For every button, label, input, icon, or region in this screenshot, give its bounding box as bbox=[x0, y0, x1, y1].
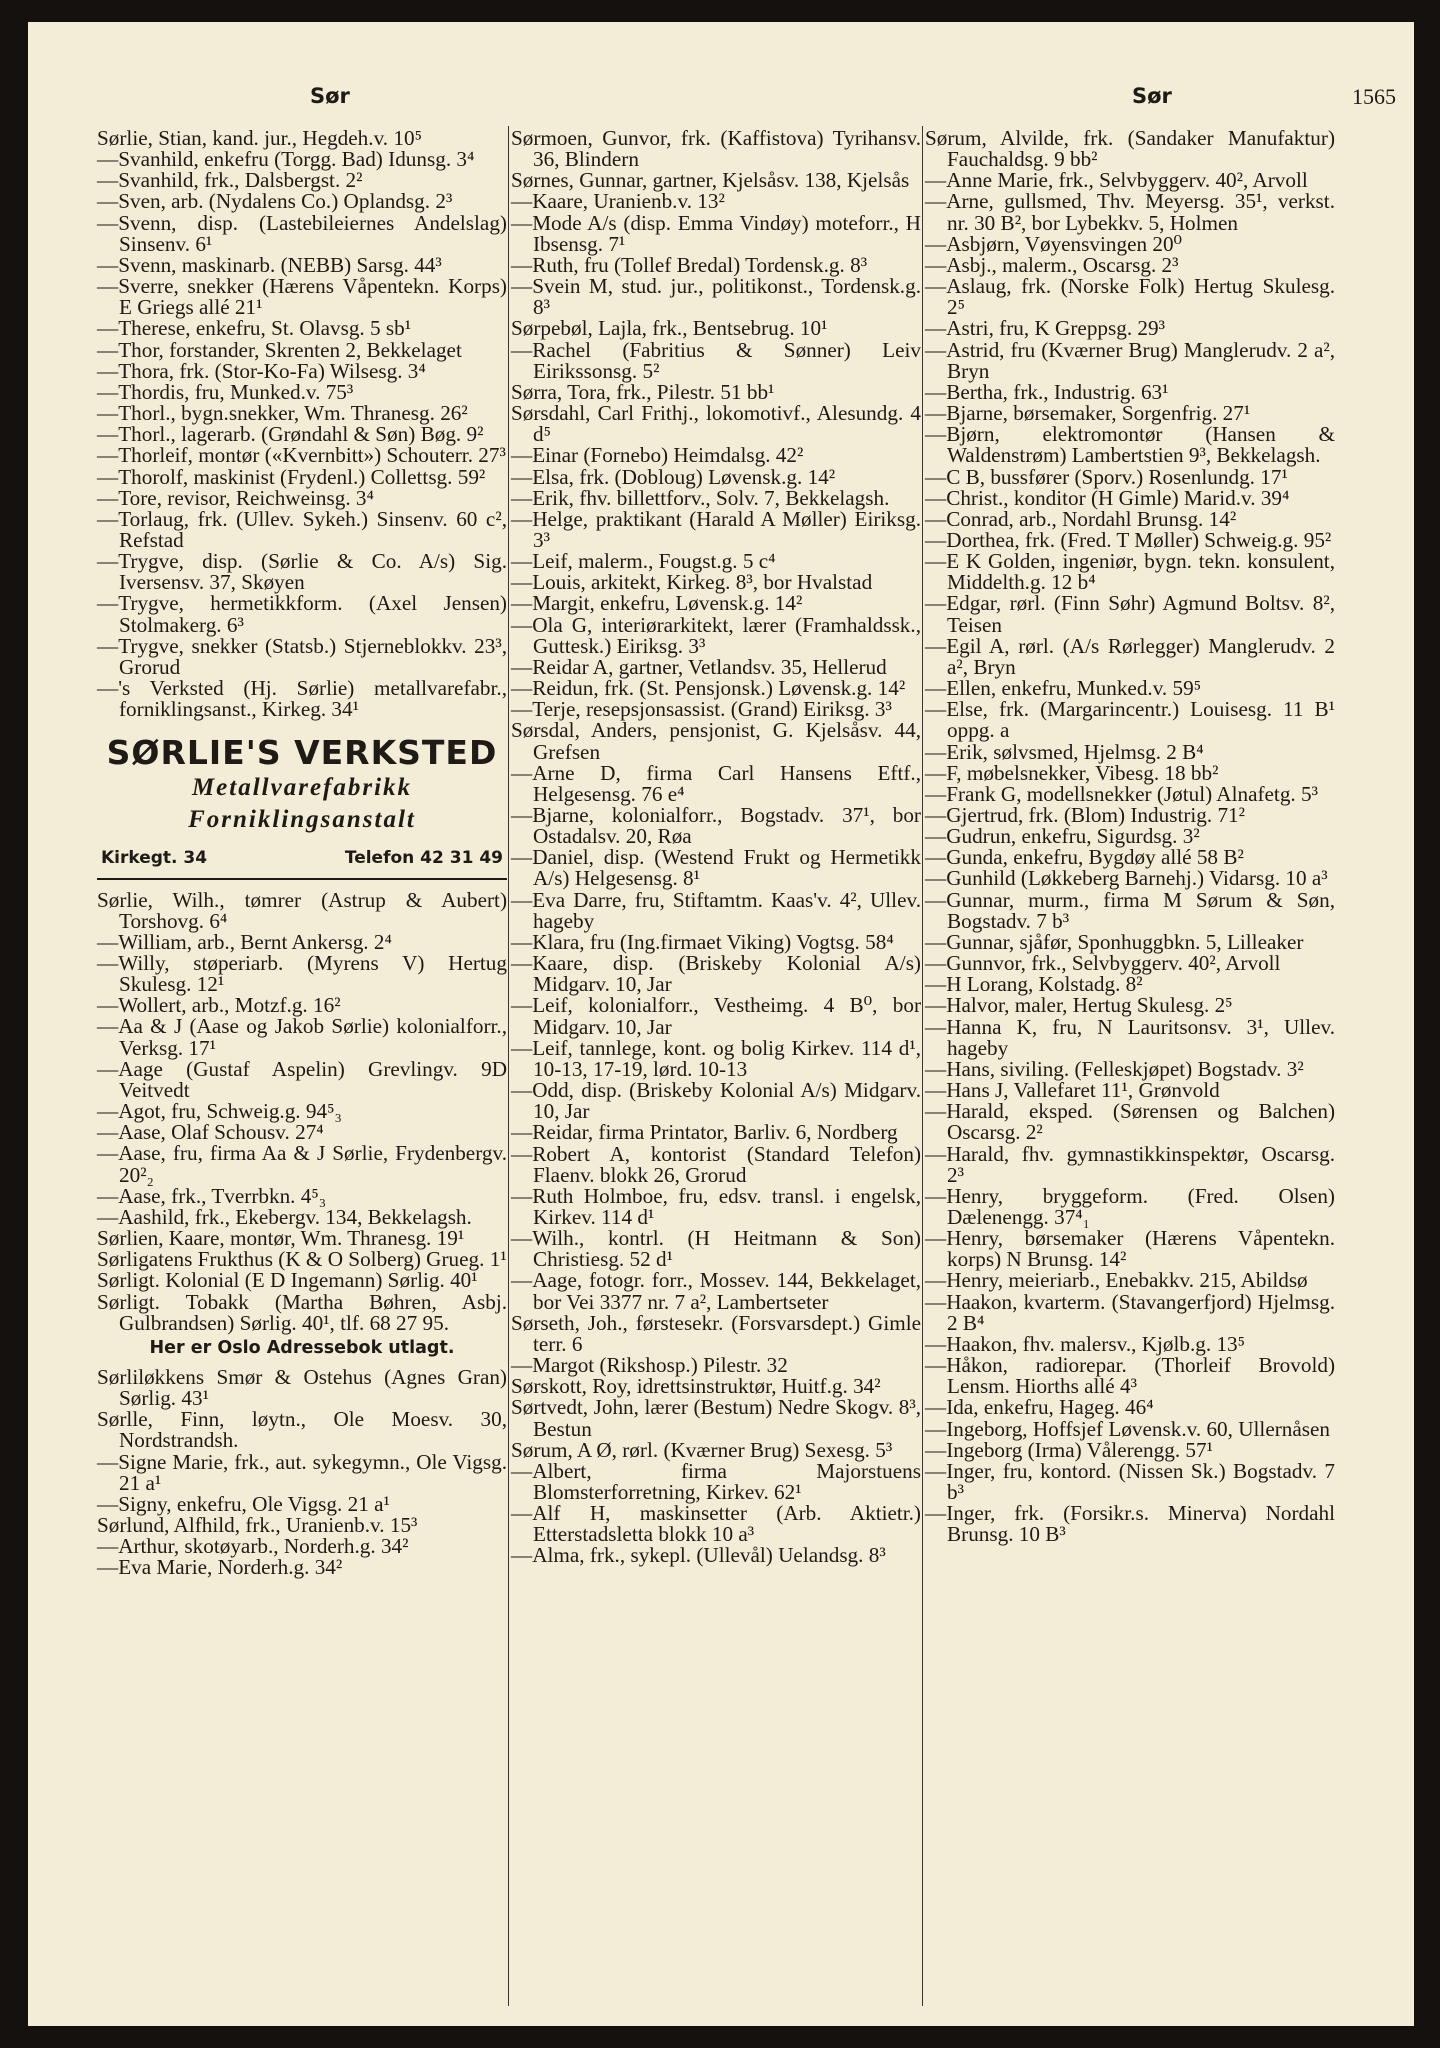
directory-entry: —Gudrun, enkefru, Sigurdsg. 3² bbox=[925, 824, 1200, 849]
directory-entry: Sørlie, Wilh., tømrer (Astrup & Aubert) Torshovg. 6⁴ bbox=[97, 887, 507, 933]
ad-phone: Telefon 42 31 49 bbox=[344, 848, 503, 869]
directory-entry: —Reidar, firma Printator, Barliv. 6, Nordberg bbox=[511, 1120, 898, 1145]
directory-entry: —Arne, gullsmed, Thv. Meyersg. 35¹, verkst. nr. 30 B², bor Lybekkv. 5, Holmen bbox=[925, 189, 1335, 235]
directory-entry: Sørum, Alvilde, frk. (Sandaker Manufaktur) Fauchaldsg. 9 bb² bbox=[925, 126, 1335, 172]
directory-entry: Sørum, A Ø, rørl. (Kværner Brug) Sexesg. 5³ bbox=[511, 1437, 893, 1462]
directory-entry: —Aashild, frk., Ekebergv. 134, Bekkelagsh. bbox=[97, 1204, 472, 1229]
ad-rule bbox=[97, 878, 507, 880]
directory-entry: Sørlund, Alfhild, frk., Uranienb.v. 15³ bbox=[97, 1513, 418, 1538]
directory-entry: —Haakon, fhv. malersv., Kjølb.g. 13⁵ bbox=[925, 1331, 1246, 1356]
ad-title: SØRLIE'S VERKSTED bbox=[106, 733, 498, 773]
running-header-left: Sør bbox=[310, 84, 350, 108]
running-header-center: Sør bbox=[1132, 84, 1172, 108]
directory-entry: —Helge, praktikant (Harald A Møller) Eiriksg. 3³ bbox=[511, 506, 921, 552]
directory-entry: Sørseth, Joh., førstesekr. (Forsvarsdept.) Gimle terr. 6 bbox=[511, 1310, 921, 1356]
directory-entry: —Eva Darre, fru, Stiftamtm. Kaas'v. 4², Ullev. hageby bbox=[511, 887, 921, 933]
directory-entry: —Wilh., kontrl. (H Heitmann & Son) Christiesg. 52 d¹ bbox=[511, 1226, 921, 1272]
directory-entry: —Gunda, enkefru, Bygdøy allé 58 B² bbox=[925, 845, 1244, 870]
directory-entry: —Trygve, hermetikkform. (Axel Jensen) Stolmakerg. 6³ bbox=[97, 591, 507, 637]
directory-entry: —Aage, fotogr. forr., Mossev. 144, Bekkelaget, bor Vei 3377 nr. 7 a², Lambertseter bbox=[511, 1268, 921, 1314]
directory-entry: —Svanhild, frk., Dalsbergst. 2² bbox=[97, 168, 363, 193]
directory-entry: —Haakon, kvarterm. (Stavangerfjord) Hjelmsg. 2 B⁴ bbox=[925, 1289, 1335, 1335]
directory-entry: —Hans, siviling. (Felleskjøpet) Bogstadv. 3² bbox=[925, 1056, 1304, 1081]
directory-entry: —Svein M, stud. jur., politikonst., Tordensk.g. 8³ bbox=[511, 274, 921, 320]
directory-entry: —H Lorang, Kolstadg. 8² bbox=[925, 972, 1143, 997]
column-3 bbox=[925, 128, 1335, 1545]
directory-entry: —Ida, enkefru, Hageg. 46⁴ bbox=[925, 1395, 1154, 1420]
directory-entry: —Asbjørn, Vøyensvingen 20⁰ bbox=[925, 231, 1183, 256]
directory-entry: —Anne Marie, frk., Selvbyggerv. 40², Arvoll bbox=[925, 168, 1308, 193]
directory-entry: —Gunhild (Løkkeberg Barnehj.) Vidarsg. 10 a³ bbox=[925, 866, 1328, 891]
directory-entry: Sørmoen, Gunvor, frk. (Kaffistova) Tyrihansv. 36, Blindern bbox=[511, 126, 921, 172]
directory-entry: —Henry, bryggeform. (Fred. Olsen) Dælenengg. 37⁴₁ bbox=[925, 1183, 1335, 1229]
directory-entry: —Rachel (Fabritius & Sønner) Leiv Eirikssonsg. 5² bbox=[511, 337, 921, 383]
directory-entry: Sørpebøl, Lajla, frk., Bentsebrug. 10¹ bbox=[511, 316, 828, 341]
directory-entry: Sørra, Tora, frk., Pilestr. 51 bb¹ bbox=[511, 379, 775, 404]
directory-entry: —Ola G, interiørarkitekt, lærer (Framhaldssk., Guttesk.) Eiriksg. 3³ bbox=[511, 612, 921, 658]
directory-entry: —Thorolf, maskinist (Frydenl.) Collettsg. 59² bbox=[97, 464, 486, 489]
column-rule bbox=[508, 126, 509, 2006]
directory-entry: —E K Golden, ingeniør, bygn. tekn. konsulent, Middelth.g. 12 b⁴ bbox=[925, 549, 1335, 595]
directory-entry: —Arne D, firma Carl Hansens Eftf., Helgesensg. 76 e⁴ bbox=[511, 760, 921, 806]
directory-entry: —Kaare, disp. (Briskeby Kolonial A/s) Midgarv. 10, Jar bbox=[511, 951, 921, 997]
directory-entry: —Gunnvor, frk., Selvbyggerv. 40², Arvoll bbox=[925, 951, 1281, 976]
directory-entry: Sørskott, Roy, idrettsinstruktør, Huitf.g. 34² bbox=[511, 1374, 881, 1399]
directory-entry: —Kaare, Uranienb.v. 13² bbox=[511, 189, 725, 214]
ad-line: Metallvarefabrikk bbox=[191, 774, 413, 802]
directory-entry: Sørligatens Frukthus (K & O Solberg) Grueg. 1¹ bbox=[97, 1247, 507, 1272]
directory-entry: —Aase, frk., Tverrbkn. 4⁵₃ bbox=[97, 1183, 327, 1208]
directory-entry: —Egil A, rørl. (A/s Rørlegger) Manglerudv. 2 a², Bryn bbox=[925, 633, 1335, 679]
directory-entry: —Signe Marie, frk., aut. sykegymn., Ole Vigsg. 21 a¹ bbox=[97, 1449, 507, 1495]
directory-entry: —Mode A/s (disp. Emma Vindøy) moteforr., H Ibsensg. 7¹ bbox=[511, 210, 921, 256]
directory-entry: —Conrad, arb., Nordahl Brunsg. 14² bbox=[925, 506, 1237, 531]
directory-entry: —Signy, enkefru, Ole Vigsg. 21 a¹ bbox=[97, 1491, 390, 1516]
directory-entry: —Henry, meieriarb., Enebakkv. 215, Abildsø bbox=[925, 1268, 1308, 1293]
directory-entry: —Thor, forstander, Skrenten 2, Bekkelaget bbox=[97, 337, 462, 362]
directory-entry: —Svenn, disp. (Lastebileiernes Andelslag) Sinsenv. 6¹ bbox=[97, 210, 507, 256]
directory-entry: —Inger, fru, kontord. (Nissen Sk.) Bogstadv. 7 b³ bbox=[925, 1458, 1335, 1504]
directory-entry: —Thorl., bygn.snekker, Wm. Thranesg. 26² bbox=[97, 401, 468, 426]
directory-entry: —Leif, malerm., Fougst.g. 5 c⁴ bbox=[511, 549, 776, 574]
ad-footer bbox=[97, 848, 507, 869]
directory-entry: —Ruth, fru (Tollef Bredal) Tordensk.g. 8³ bbox=[511, 252, 868, 277]
directory-entry: —Hans J, Vallefaret 11¹, Grønvold bbox=[925, 1078, 1220, 1103]
directory-entry: —Halvor, maler, Hertug Skulesg. 2⁵ bbox=[925, 993, 1233, 1018]
directory-entry: —Gunnar, murm., firma M Sørum & Søn, Bogstadv. 7 b³ bbox=[925, 887, 1335, 933]
directory-entry: —Asbj., malerm., Oscarsg. 2³ bbox=[925, 252, 1179, 277]
directory-entry: —Aa & J (Aase og Jakob Sørlie) kolonialforr., Verksg. 17¹ bbox=[97, 1014, 507, 1060]
directory-entry: Sørsdahl, Carl Frithj., lokomotivf., Alesundg. 4 d⁵ bbox=[511, 401, 921, 447]
directory-entry: —Astri, fru, K Greppsg. 29³ bbox=[925, 316, 1165, 341]
directory-entry: Sørlien, Kaare, montør, Wm. Thranesg. 19¹ bbox=[97, 1226, 465, 1251]
directory-entry: —Torlaug, frk. (Ullev. Sykeh.) Sinsenv. 60 c², Refstad bbox=[97, 506, 507, 552]
directory-entry: —Bertha, frk., Industrig. 63¹ bbox=[925, 379, 1169, 404]
directory-entry: —Thorleif, montør («Kvernbitt») Schouterr. 27³ bbox=[97, 443, 506, 468]
directory-entry: —Arthur, skotøyarb., Norderh.g. 34² bbox=[97, 1534, 409, 1559]
ad-line: Forniklingsanstalt bbox=[188, 806, 416, 834]
directory-entry: —Trygve, snekker (Statsb.) Stjerneblokkv. 23³, Grorud bbox=[97, 633, 507, 679]
directory-entry: —Margit, enkefru, Løvensk.g. 14² bbox=[511, 591, 803, 616]
directory-entry: Sørlie, Stian, kand. jur., Hegdeh.v. 10⁵ bbox=[97, 126, 422, 150]
directory-entry: —Elsa, frk. (Dobloug) Løvensk.g. 14² bbox=[511, 464, 836, 489]
directory-entry: —Eva Marie, Norderh.g. 34² bbox=[97, 1555, 343, 1580]
directory-entry: —Therese, enkefru, St. Olavsg. 5 sb¹ bbox=[97, 316, 412, 341]
directory-entry: —Harald, fhv. gymnastikkinspektør, Oscarsg. 2³ bbox=[925, 1141, 1335, 1187]
directory-entry: —Astrid, fru (Kværner Brug) Manglerudv. 2 a², Bryn bbox=[925, 337, 1335, 383]
directory-entry: —Thordis, fru, Munked.v. 75³ bbox=[97, 379, 354, 404]
directory-entry: —Else, frk. (Margarincentr.) Louisesg. 11 B¹ oppg. a bbox=[925, 697, 1335, 743]
directory-entry: —Trygve, disp. (Sørlie & Co. A/s) Sig. Iversensv. 37, Skøyen bbox=[97, 549, 507, 595]
directory-entry: —Hanna K, fru, N Lauritsonsv. 3¹, Ullev. hageby bbox=[925, 1014, 1335, 1060]
directory-entry: Sørligt. Tobakk (Martha Bøhren, Asbj. Gulbrandsen) Sørlig. 40¹, tlf. 68 27 95. bbox=[97, 1289, 507, 1335]
directory-entry: —Aase, Olaf Schousv. 27⁴ bbox=[97, 1120, 324, 1145]
directory-entry: —Reidar A, gartner, Vetlandsv. 35, Hellerud bbox=[511, 654, 887, 679]
directory-entry: Sørliløkkens Smør & Ostehus (Agnes Gran) Sørlig. 43¹ bbox=[97, 1364, 507, 1411]
directory-entry: —Aase, fru, firma Aa & J Sørlie, Frydenbergv. 20²₂ bbox=[97, 1141, 507, 1187]
directory-entry: Sørnes, Gunnar, gartner, Kjelsåsv. 138, Kjelsås bbox=[511, 168, 910, 193]
directory-entry: —Frank G, modellsnekker (Jøtul) Alnafetg. 5³ bbox=[925, 781, 1318, 806]
directory-entry: —Erik, fhv. billettforv., Solv. 7, Bekkelagsh. bbox=[511, 485, 890, 510]
ad-address: Kirkegt. 34 bbox=[101, 848, 208, 869]
directory-entry: —Christ., konditor (H Gimle) Marid.v. 39⁴ bbox=[925, 485, 1290, 510]
directory-entry: —Ellen, enkefru, Munked.v. 59⁵ bbox=[925, 676, 1202, 701]
directory-entry: —Svanhild, enkefru (Torgg. Bad) Idunsg. 3⁴ bbox=[97, 147, 475, 172]
directory-entry: —Håkon, radiorepar. (Thorleif Brovold) Lensm. Hiorths allé 4³ bbox=[925, 1353, 1335, 1399]
directory-entry: —Bjarne, kolonialforr., Bogstadv. 37¹, bor Ostadalsv. 20, Røa bbox=[511, 803, 921, 849]
directory-entry: —Ruth Holmboe, fru, edsv. transl. i engelsk, Kirkev. 114 d¹ bbox=[511, 1183, 921, 1229]
directory-entry: —Aage (Gustaf Aspelin) Grevlingv. 9D Veitvedt bbox=[97, 1056, 507, 1102]
advertisement bbox=[97, 734, 507, 879]
directory-entry: —Aslaug, frk. (Norske Folk) Hertug Skulesg. 2⁵ bbox=[925, 274, 1335, 320]
directory-entry: Sørlle, Finn, løytn., Ole Moesv. 30, Nordstrandsh. bbox=[97, 1407, 507, 1453]
directory-entry: —Ingeborg (Irma) Vålerengg. 57¹ bbox=[925, 1437, 1213, 1462]
directory-entry: —Thora, frk. (Stor-Ko-Fa) Wilsesg. 3⁴ bbox=[97, 358, 426, 383]
directory-entry: —Erik, sølvsmed, Hjelmsg. 2 B⁴ bbox=[925, 739, 1204, 764]
directory-entry: —Leif, tannlege, kont. og bolig Kirkev. 114 d¹, 10-13, 17-19, lørd. 10-13 bbox=[511, 1035, 921, 1081]
directory-entry: —Inger, frk. (Forsikr.s. Minerva) Nordahl Brunsg. 10 B³ bbox=[925, 1501, 1335, 1547]
directory-entry: —Agot, fru, Schweig.g. 94⁵₃ bbox=[97, 1099, 342, 1124]
directory-entry: —Svenn, maskinarb. (NEBB) Sarsg. 44³ bbox=[97, 252, 442, 277]
directory-entry: —Bjarne, børsemaker, Sorgenfrig. 27¹ bbox=[925, 401, 1251, 426]
directory-entry: —Thorl., lagerarb. (Grøndahl & Søn) Bøg. 9² bbox=[97, 422, 484, 447]
directory-entry: —Tore, revisor, Reichweinsg. 3⁴ bbox=[97, 485, 374, 510]
directory-entry: —Louis, arkitekt, Kirkeg. 8³, bor Hvalstad bbox=[511, 570, 873, 595]
directory-entry: —F, møbelsnekker, Vibesg. 18 bb² bbox=[925, 760, 1219, 785]
directory-entry: —Leif, kolonialforr., Vestheimg. 4 B⁰, bor Midgarv. 10, Jar bbox=[511, 993, 921, 1039]
directory-entry: —Ingeborg, Hoffsjef Løvensk.v. 60, Ullernåsen bbox=[925, 1416, 1331, 1441]
directory-entry: —Gjertrud, frk. (Blom) Industrig. 71² bbox=[925, 803, 1245, 827]
directory-entry: Sørsdal, Anders, pensjonist, G. Kjelsåsv. 44, Grefsen bbox=[511, 718, 921, 764]
directory-entry: —Dorthea, frk. (Fred. T Møller) Schweig.g. 95² bbox=[925, 527, 1332, 552]
directory-entry: —Alf H, maskinsetter (Arb. Aktietr.) Etterstadsletta blokk 10 a³ bbox=[511, 1501, 921, 1547]
directory-entry: —C B, bussfører (Sporv.) Rosenlundg. 17¹ bbox=[925, 464, 1288, 489]
directory-entry: —Albert, firma Majorstuens Blomsterforretning, Kirkev. 62¹ bbox=[511, 1458, 921, 1504]
directory-entry: —Sven, arb. (Nydalens Co.) Oplandsg. 2³ bbox=[97, 189, 453, 214]
notice: Her er Oslo Adressebok utlagt. bbox=[149, 1337, 455, 1358]
column-rule bbox=[922, 126, 923, 2006]
directory-entry: —Edgar, rørl. (Finn Søhr) Agmund Boltsv. 8², Teisen bbox=[925, 591, 1335, 637]
directory-entry: —William, arb., Bernt Ankersg. 2⁴ bbox=[97, 929, 392, 954]
directory-entry: —Einar (Fornebo) Heimdalsg. 42² bbox=[511, 443, 804, 468]
column-2 bbox=[511, 128, 921, 1567]
directory-entry: —Terje, resepsjonsassist. (Grand) Eiriksg. 3³ bbox=[511, 697, 892, 722]
directory-entry: —Odd, disp. (Briskeby Kolonial A/s) Midgarv. 10, Jar bbox=[511, 1078, 921, 1124]
directory-entry: —Bjørn, elektromontør (Hansen & Waldenstrøm) Lambertstien 9³, Bekkelagsh. bbox=[925, 422, 1335, 468]
directory-entry: —Gunnar, sjåfør, Sponhuggbkn. 5, Lilleaker bbox=[925, 929, 1304, 954]
directory-entry: —'s Verksted (Hj. Sørlie) metallvarefabr., forniklingsanst., Kirkeg. 34¹ bbox=[97, 676, 507, 722]
directory-entry: —Reidun, frk. (St. Pensjonsk.) Løvensk.g. 14² bbox=[511, 676, 906, 701]
directory-entry: —Margot (Rikshosp.) Pilestr. 32 bbox=[511, 1353, 788, 1378]
directory-entry: —Robert A, kontorist (Standard Telefon) Flaenv. blokk 26, Grorud bbox=[511, 1141, 921, 1187]
directory-page bbox=[28, 22, 1414, 2026]
directory-entry: —Wollert, arb., Motzf.g. 16² bbox=[97, 993, 341, 1018]
directory-entry: —Willy, støperiarb. (Myrens V) Hertug Skulesg. 12¹ bbox=[97, 951, 507, 997]
directory-entry: —Klara, fru (Ing.firmaet Viking) Vogtsg. 58⁴ bbox=[511, 929, 894, 954]
directory-entry: —Harald, eksped. (Sørensen og Balchen) Oscarsg. 2² bbox=[925, 1099, 1335, 1145]
directory-entry: —Henry, børsemaker (Hærens Våpentekn. korps) N Brunsg. 14² bbox=[925, 1226, 1335, 1272]
directory-entry: Sørligt. Kolonial (E D Ingemann) Sørlig. 40¹ bbox=[97, 1268, 478, 1293]
column-1 bbox=[97, 128, 507, 1579]
directory-entry: —Alma, frk., sykepl. (Ullevål) Uelandsg. 8³ bbox=[511, 1543, 886, 1568]
page-number: 1565 bbox=[1352, 84, 1396, 109]
directory-entry: —Sverre, snekker (Hærens Våpentekn. Korps) E Griegs allé 21¹ bbox=[97, 274, 507, 320]
directory-entry: Sørtvedt, John, lærer (Bestum) Nedre Skogv. 8³, Bestun bbox=[511, 1395, 921, 1441]
directory-entry: —Daniel, disp. (Westend Frukt og Hermetikk A/s) Helgesensg. 8¹ bbox=[511, 845, 921, 891]
